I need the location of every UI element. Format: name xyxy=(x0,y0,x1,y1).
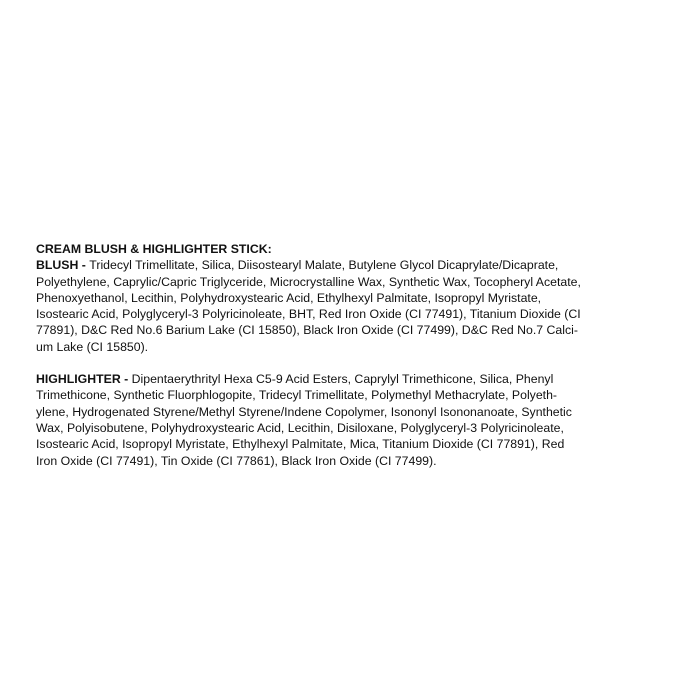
highlighter-line-3: ylene, Hydrogenated Styrene/Methyl Styrene/Indene Copolymer, Isononyl Isononanoate, Synthetic xyxy=(36,404,572,419)
highlighter-line-4: Wax, Polyisobutene, Polyhydroxystearic Acid, Lecithin, Disiloxane, Polyglyceryl-3 Polyricinoleate, xyxy=(36,420,564,435)
highlighter-label: HIGHLIGHTER - xyxy=(36,372,132,387)
highlighter-line-5: Isostearic Acid, Isopropyl Myristate, Ethylhexyl Palmitate, Mica, Titanium Dioxide (CI 77891), Red xyxy=(36,437,565,452)
highlighter-line-2: Trimethicone, Synthetic Fluorphlogopite, Tridecyl Trimellitate, Polymethyl Methacrylate, Polyeth- xyxy=(36,388,558,403)
blush-line-5: 77891), D&C Red No.6 Barium Lake (CI 15850), Black Iron Oxide (CI 77499), D&C Red No.7 Calci- xyxy=(36,323,578,338)
blush-label: BLUSH - xyxy=(36,258,90,273)
blush-line-1 xyxy=(36,257,648,273)
highlighter-line-text: Dipentaerythrityl Hexa C5-9 Acid Esters, Caprylyl Trimethicone, Silica, Phenyl xyxy=(131,372,554,387)
blush-line-4: Isostearic Acid, Polyglyceryl-3 Polyricinoleate, BHT, Red Iron Oxide (CI 77491), Titanium Dioxide (CI xyxy=(36,307,581,322)
blush-line-2: Polyethylene, Caprylic/Capric Triglyceride, Microcrystalline Wax, Synthetic Wax, Tocopheryl Acetate, xyxy=(36,274,581,289)
highlighter-ingredients-section xyxy=(36,371,648,469)
blush-line-3: Phenoxyethanol, Lecithin, Polyhydroxystearic Acid, Ethylhexyl Palmitate, Isopropyl Myristate, xyxy=(36,290,542,305)
blush-ingredients-section xyxy=(36,257,648,355)
blush-line-6: um Lake (CI 15850). xyxy=(36,339,149,354)
document-heading: CREAM BLUSH & HIGHLIGHTER STICK: xyxy=(36,242,272,256)
ingredients-document xyxy=(36,241,648,469)
blush-line-text: Tridecyl Trimellitate, Silica, Diisostearyl Malate, Butylene Glycol Dicaprylate/Dicaprate, xyxy=(89,258,559,273)
highlighter-line-6: Iron Oxide (CI 77491), Tin Oxide (CI 77861), Black Iron Oxide (CI 77499). xyxy=(36,453,437,468)
highlighter-line-1 xyxy=(36,371,648,387)
